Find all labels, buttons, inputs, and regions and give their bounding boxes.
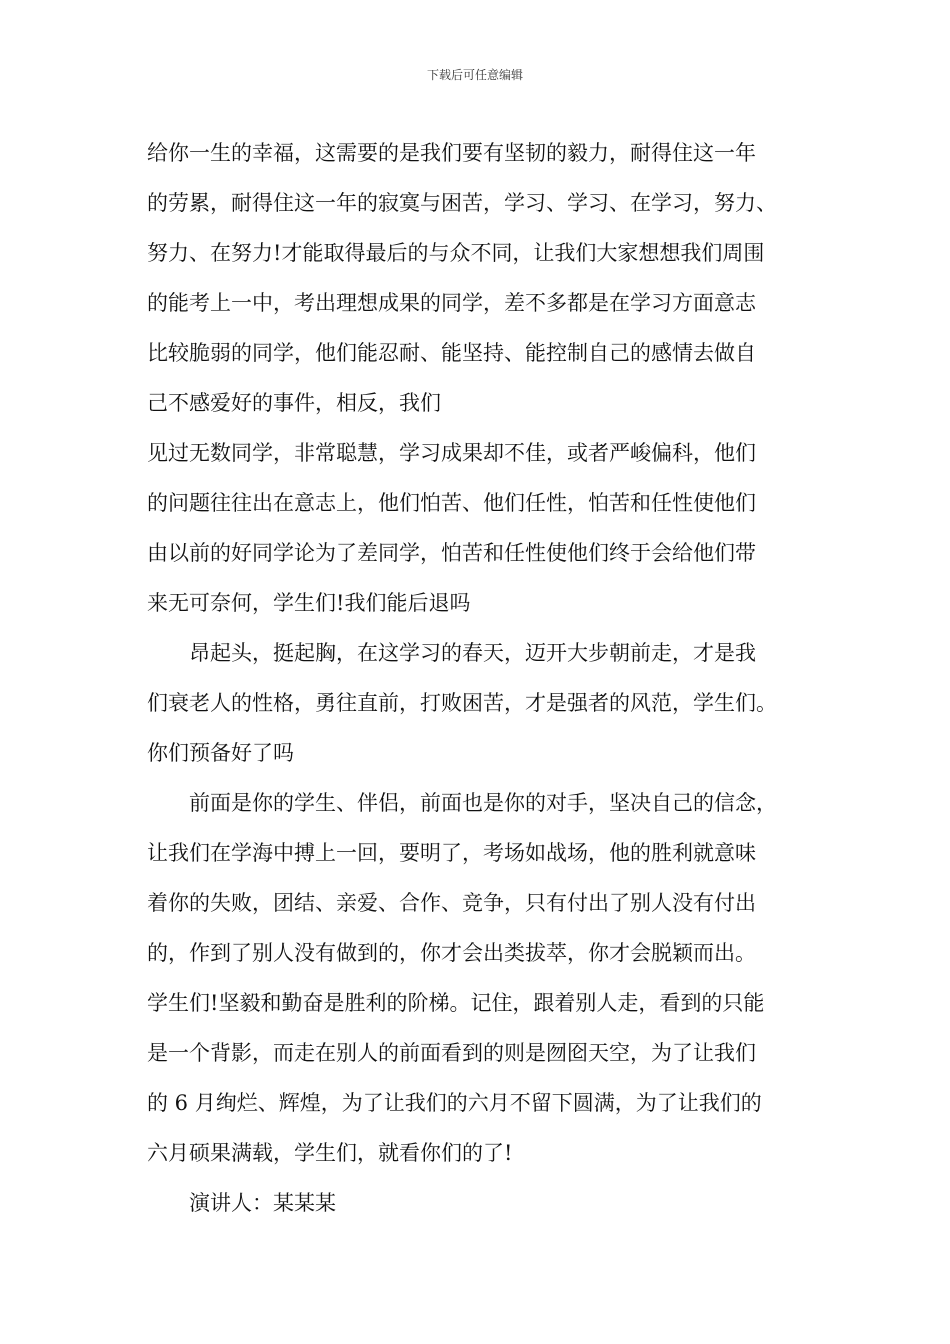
text-line: 的 6 月绚烂、辉煌，为了让我们的六月不留下圆满，为了让我们的	[147, 1091, 762, 1115]
speaker-signature: 演讲人：某某某	[189, 1191, 336, 1215]
text-line: 是一个背影，而走在别人的前面看到的则是囫囵天空，为了让我们	[147, 1041, 756, 1065]
text-line: 的劳累，耐得住这一年的寂寞与困苦，学习、学习、在学习，努力、	[147, 191, 777, 215]
paragraph-start-line: 昂起头，挺起胸，在这学习的春天，迈开大步朝前走，才是我	[189, 641, 756, 665]
text-line: 的能考上一中，考出理想成果的同学，差不多都是在学习方面意志	[147, 291, 756, 315]
text-line: 的问题往往出在意志上，他们怕苦、他们任性，怕苦和任性使他们	[147, 491, 756, 515]
paragraph-start-line: 前面是你的学生、伴侣，前面也是你的对手，坚决自己的信念，	[189, 791, 777, 815]
text-line: 见过无数同学，非常聪慧，学习成果却不佳，或者严峻偏科，他们	[147, 441, 756, 465]
text-line: 给你一生的幸福，这需要的是我们要有坚韧的毅力，耐得住这一年	[147, 141, 756, 165]
text-line: 学生们!坚毅和勤奋是胜利的阶梯。记住，跟着别人走，看到的只能	[147, 991, 765, 1015]
page-header: 下载后可任意编辑	[426, 68, 523, 82]
text-line: 比较脆弱的同学，他们能忍耐、能坚持、能控制自己的感情去做自	[147, 341, 756, 365]
text-line: 的，作到了别人没有做到的，你才会出类拔萃，你才会脱颖而出。	[147, 941, 756, 965]
text-line: 六月硕果满载，学生们，就看你们的了!	[147, 1141, 513, 1165]
text-line: 让我们在学海中搏上一回，要明了，考场如战场，他的胜利就意味	[147, 841, 756, 865]
text-line: 己不感爱好的事件，相反，我们	[147, 391, 441, 415]
text-line: 由以前的好同学论为了差同学，怕苦和任性使他们终于会给他们带	[147, 541, 756, 565]
text-line: 们衰老人的性格，勇往直前，打败困苦，才是强者的风范，学生们。	[147, 691, 777, 715]
document-body	[147, 128, 813, 1228]
text-line: 着你的失败，团结、亲爱、合作、竞争，只有付出了别人没有付出	[147, 891, 756, 915]
text-line: 来无可奈何，学生们!我们能后退吗	[147, 591, 471, 615]
text-line: 努力、在努力!才能取得最后的与众不同，让我们大家想想我们周围	[147, 241, 765, 265]
text-line: 你们预备好了吗	[147, 741, 294, 765]
